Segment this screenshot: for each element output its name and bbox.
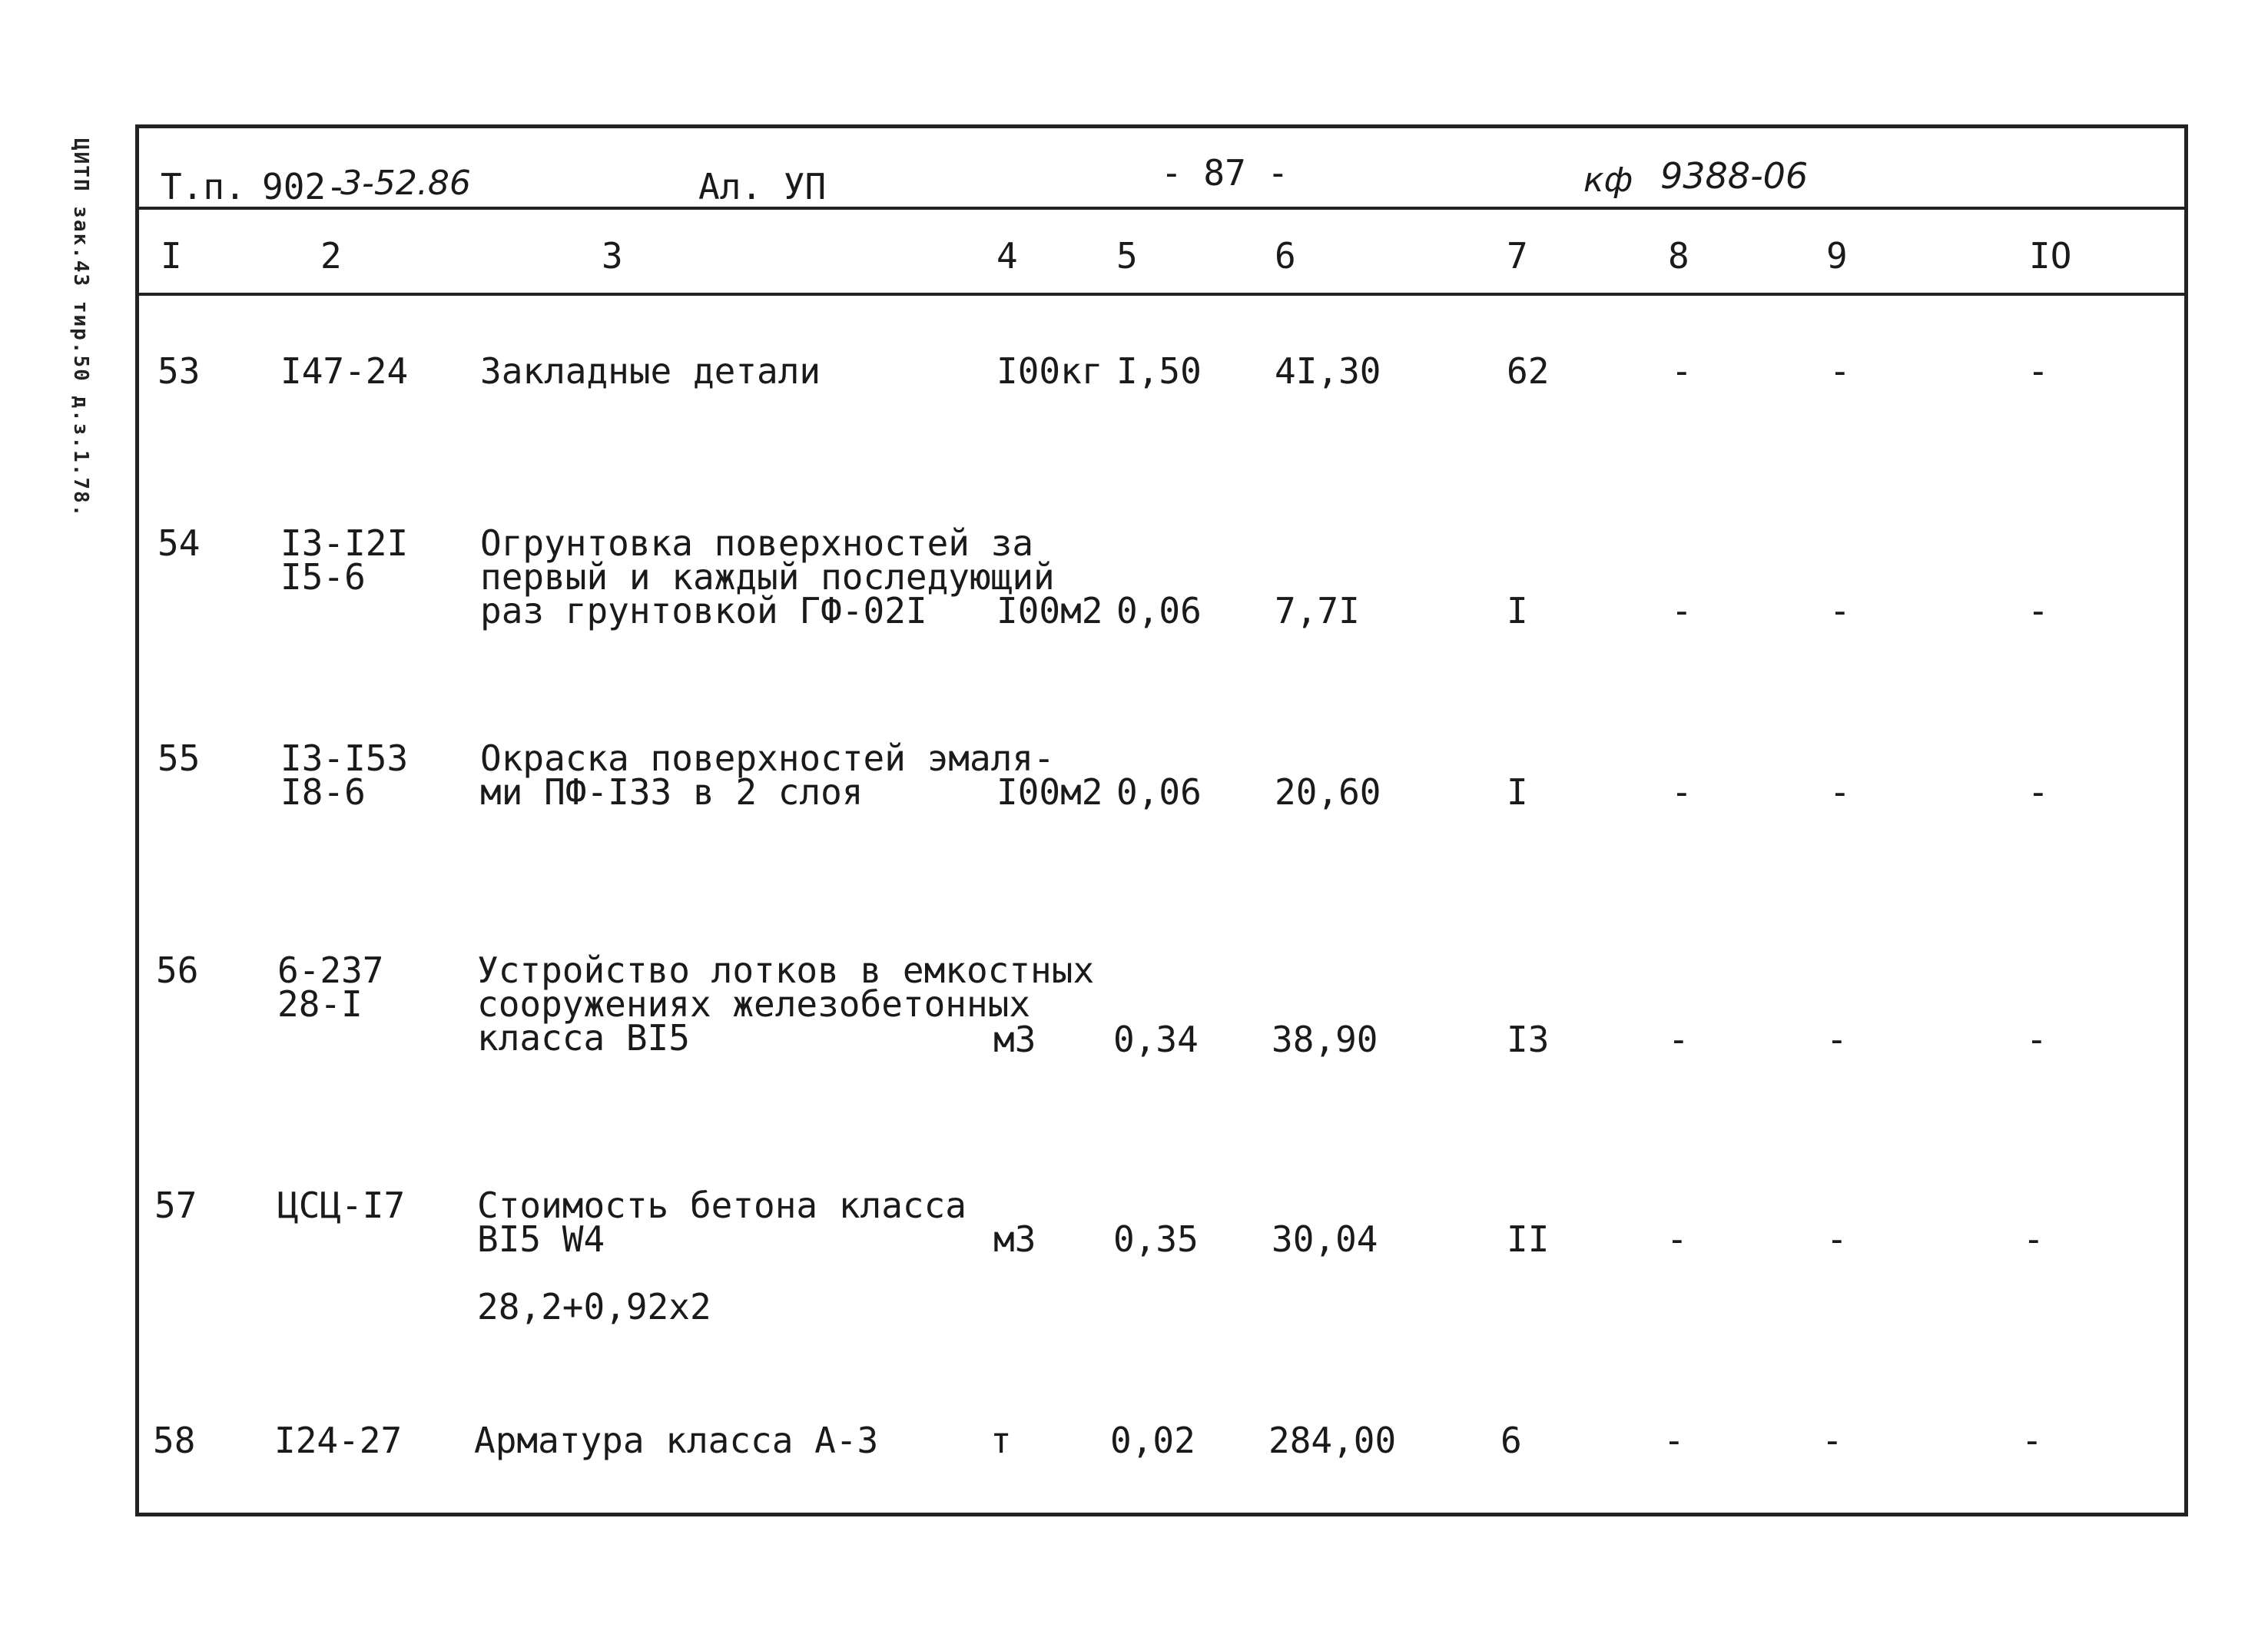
column-10-value: - <box>2021 1420 2043 1461</box>
norm-code: I3-I53 I8-6 <box>280 737 409 813</box>
column-header-3: 3 <box>602 235 623 277</box>
column-7-value: 6 <box>1500 1420 1522 1461</box>
row-number: 57 <box>154 1185 197 1226</box>
unit-price: 30,04 <box>1272 1218 1378 1260</box>
work-description: Арматура класса А-3 <box>474 1420 879 1461</box>
unit: м3 <box>993 1019 1036 1060</box>
column-7-value: II <box>1507 1218 1550 1260</box>
column-10-value: - <box>2023 1218 2044 1260</box>
column-10-value: - <box>2026 1019 2048 1060</box>
norm-code: ЦСЦ-I7 <box>277 1185 406 1226</box>
header-divider <box>139 207 2184 210</box>
column-7-value: I <box>1507 590 1528 631</box>
column-9-value: - <box>1829 771 1851 813</box>
row-number: 54 <box>158 522 201 564</box>
unit-price: 4I,30 <box>1275 350 1381 392</box>
tp-number-handwritten: 3-52.86 <box>340 164 471 203</box>
column-header-7: 7 <box>1507 235 1528 277</box>
column-header-6: 6 <box>1275 235 1296 277</box>
calculation-note: 28,2+0,92x2 <box>477 1286 711 1327</box>
album-label: Ал. УП <box>698 166 827 207</box>
column-header-1: I <box>161 235 182 277</box>
unit: м3 <box>993 1218 1036 1260</box>
column-10-value: - <box>2028 350 2049 392</box>
norm-code: I47-24 <box>280 350 409 392</box>
kf-number: 9388-06 <box>1660 155 1809 197</box>
tp-label: Т.п. <box>161 166 246 207</box>
unit-price: 284,00 <box>1268 1420 1397 1461</box>
quantity: 0,06 <box>1116 590 1202 631</box>
page-number: - 87 - <box>1161 152 1289 194</box>
work-description: Огрунтовка поверхностей за первый и каждый последующий раз грунтовкой ГФ-02I <box>480 522 1055 631</box>
column-header-4: 4 <box>996 235 1018 277</box>
tp-number-printed: 902- <box>262 166 347 207</box>
column-header-divider <box>139 293 2184 296</box>
column-8-value: - <box>1671 771 1693 813</box>
norm-code: 6-237 28-I <box>277 950 384 1025</box>
work-description: Устройство лотков в емкостных сооружениях железобетонных класса BI5 <box>477 950 1095 1059</box>
column-8-value: - <box>1671 350 1693 392</box>
quantity: 0,35 <box>1113 1218 1199 1260</box>
row-number: 58 <box>153 1420 196 1461</box>
unit: I00м2 <box>996 590 1103 631</box>
column-9-value: - <box>1822 1420 1843 1461</box>
column-8-value: - <box>1671 590 1693 631</box>
column-8-value: - <box>1663 1420 1685 1461</box>
quantity: I,50 <box>1116 350 1202 392</box>
row-number: 53 <box>158 350 201 392</box>
column-9-value: - <box>1829 350 1851 392</box>
row-number: 56 <box>156 950 199 991</box>
column-10-value: - <box>2028 590 2049 631</box>
column-header-9: 9 <box>1826 235 1848 277</box>
column-10-value: - <box>2028 771 2049 813</box>
unit: т <box>990 1420 1012 1461</box>
column-header-2: 2 <box>320 235 342 277</box>
column-9-value: - <box>1826 1019 1848 1060</box>
margin-print-note: ЦИТП зак.43 тир.50 д.з.1.78. <box>69 138 92 519</box>
column-header-8: 8 <box>1668 235 1689 277</box>
unit: I00кг <box>996 350 1103 392</box>
quantity: 0,02 <box>1110 1420 1195 1461</box>
document-frame <box>135 124 2188 1516</box>
norm-code: I24-27 <box>274 1420 403 1461</box>
kf-label: кф <box>1583 161 1633 200</box>
column-8-value: - <box>1666 1218 1688 1260</box>
unit-price: 20,60 <box>1275 771 1381 813</box>
column-header-5: 5 <box>1116 235 1138 277</box>
column-7-value: I <box>1507 771 1528 813</box>
unit-price: 7,7I <box>1275 590 1360 631</box>
column-7-value: 62 <box>1507 350 1550 392</box>
quantity: 0,34 <box>1113 1019 1199 1060</box>
column-9-value: - <box>1826 1218 1848 1260</box>
unit-price: 38,90 <box>1272 1019 1378 1060</box>
column-header-10: IO <box>2029 235 2072 277</box>
column-7-value: I3 <box>1507 1019 1550 1060</box>
quantity: 0,06 <box>1116 771 1202 813</box>
work-description: Окраска поверхностей эмаля- ми ПФ-I33 в 2 слоя <box>480 737 1055 813</box>
norm-code: I3-I2I I5-6 <box>280 522 409 598</box>
unit: I00м2 <box>996 771 1103 813</box>
column-9-value: - <box>1829 590 1851 631</box>
column-8-value: - <box>1668 1019 1689 1060</box>
row-number: 55 <box>158 737 201 779</box>
work-description: Стоимость бетона класса BI5 W4 <box>477 1185 967 1260</box>
work-description: Закладные детали <box>480 350 821 392</box>
